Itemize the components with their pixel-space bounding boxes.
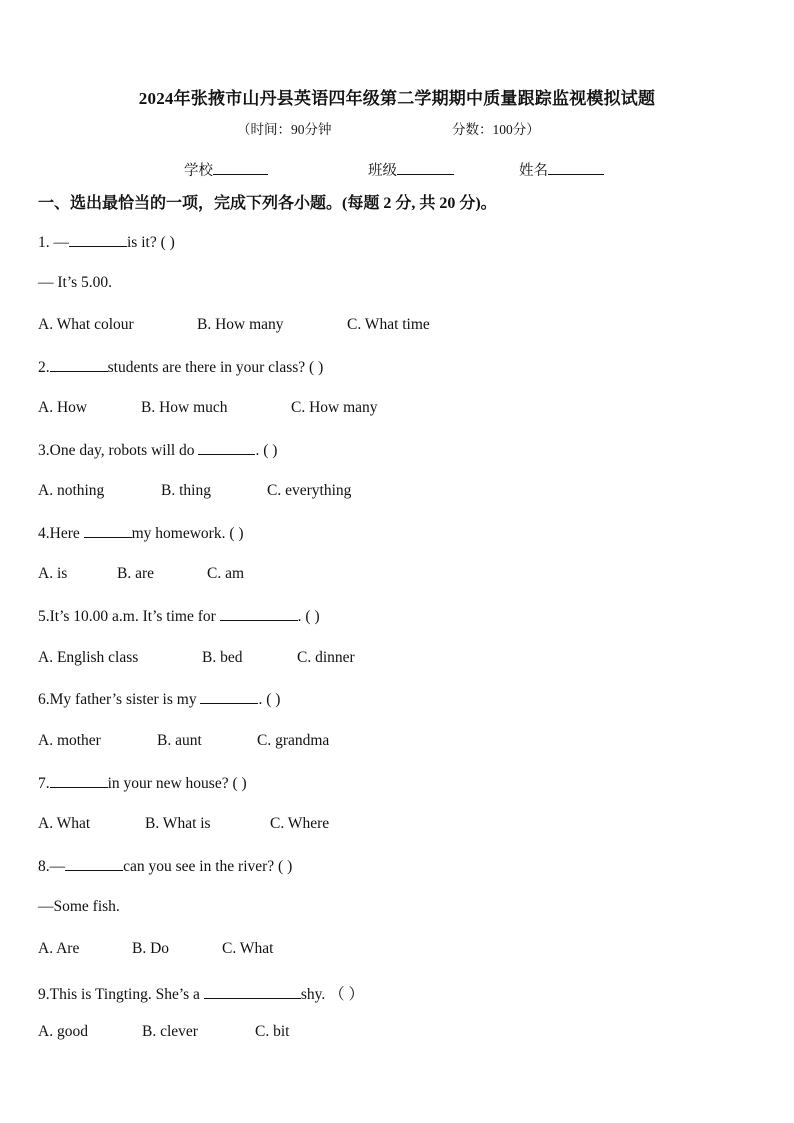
question-7 (38, 774, 247, 793)
answer-blank[interactable] (69, 233, 127, 247)
answer-blank[interactable] (84, 524, 132, 538)
option-a[interactable]: A. nothing (38, 482, 105, 499)
option-b[interactable]: B. How much (141, 399, 228, 416)
section-heading: 一、选出最恰当的一项，完成下列各小题。(每题 2 分, 共 20 分)。 (38, 195, 497, 212)
answer-blank[interactable] (204, 985, 301, 999)
school-field (184, 159, 268, 180)
question-text: 1. — (38, 234, 69, 251)
name-blank[interactable] (548, 161, 604, 175)
exam-time: （时间：90分钟 (237, 122, 332, 137)
option-c[interactable]: C. bit (255, 1023, 290, 1040)
question-1 (38, 233, 175, 252)
answer-blank[interactable] (50, 358, 108, 372)
question-text: students are there in your class? ( ) (107, 359, 324, 376)
question-5 (38, 607, 320, 626)
question-text: 6.My father’s sister is my (38, 691, 197, 708)
question-text: is it? ( ) (127, 234, 175, 251)
option-a[interactable]: A. is (38, 565, 68, 582)
question-text: my homework. ( ) (131, 525, 244, 542)
option-b[interactable]: B. How many (197, 316, 284, 333)
option-b[interactable]: B. What is (145, 815, 211, 832)
answer-blank[interactable] (50, 774, 108, 788)
page-title: 2024年张掖市山丹县英语四年级第二学期期中质量跟踪监视模拟试题 (138, 89, 656, 108)
option-b[interactable]: B. bed (202, 649, 243, 666)
school-label: 学校 (184, 163, 213, 179)
answer-blank[interactable] (198, 441, 255, 455)
answer-blank[interactable] (200, 690, 258, 704)
question-text: shy. （ ） (300, 986, 364, 1003)
question-8 (38, 857, 292, 876)
option-b[interactable]: B. aunt (157, 732, 202, 749)
option-b[interactable]: B. thing (161, 482, 211, 499)
class-blank[interactable] (397, 161, 454, 175)
question-4 (38, 524, 244, 543)
question-1-reply: — It’s 5.00. (38, 274, 113, 291)
question-text: in your new house? ( ) (107, 775, 247, 792)
option-c[interactable]: C. How many (291, 399, 378, 416)
class-field (368, 159, 454, 180)
option-c[interactable]: C. grandma (257, 732, 330, 749)
name-field (519, 159, 604, 180)
option-c[interactable]: C. dinner (297, 649, 355, 666)
option-a[interactable]: A. English class (38, 649, 139, 666)
answer-blank[interactable] (65, 857, 123, 871)
question-text: 3.One day, robots will do (38, 442, 195, 459)
question-text: 5.It’s 10.00 a.m. It’s time for (38, 608, 216, 625)
question-6 (38, 690, 280, 709)
school-blank[interactable] (213, 161, 268, 175)
question-text: . ( ) (255, 442, 278, 459)
option-c[interactable]: C. Where (270, 815, 330, 832)
question-8-reply: —Some fish. (38, 898, 120, 915)
exam-score: 分数：100分） (452, 122, 540, 137)
option-a[interactable]: A. How (38, 399, 88, 416)
option-b[interactable]: B. clever (142, 1023, 198, 1040)
option-a[interactable]: A. mother (38, 732, 101, 749)
question-text: 9.This is Tingting. She’s a (38, 986, 200, 1003)
option-c[interactable]: C. What (222, 940, 274, 957)
question-2 (38, 358, 323, 377)
option-a[interactable]: A. Are (38, 940, 80, 957)
class-label: 班级 (368, 163, 397, 179)
name-label: 姓名 (519, 163, 548, 179)
option-c[interactable]: C. am (207, 565, 245, 582)
option-b[interactable]: B. Do (132, 940, 170, 957)
question-text: can you see in the river? ( ) (123, 858, 293, 875)
option-b[interactable]: B. are (117, 565, 155, 582)
question-3 (38, 441, 277, 460)
option-a[interactable]: A. What colour (38, 316, 134, 333)
question-text: 2. (38, 359, 50, 376)
answer-blank[interactable] (220, 607, 298, 621)
question-text: . ( ) (297, 608, 320, 625)
option-c[interactable]: C. everything (267, 482, 352, 499)
question-9 (38, 982, 364, 1004)
question-text: 8.— (38, 858, 66, 875)
option-a[interactable]: A. What (38, 815, 91, 832)
option-c[interactable]: C. What time (347, 316, 430, 333)
question-text: 7. (38, 775, 50, 792)
question-text: 4.Here (38, 525, 80, 542)
option-a[interactable]: A. good (38, 1023, 88, 1040)
question-text: . ( ) (258, 691, 281, 708)
